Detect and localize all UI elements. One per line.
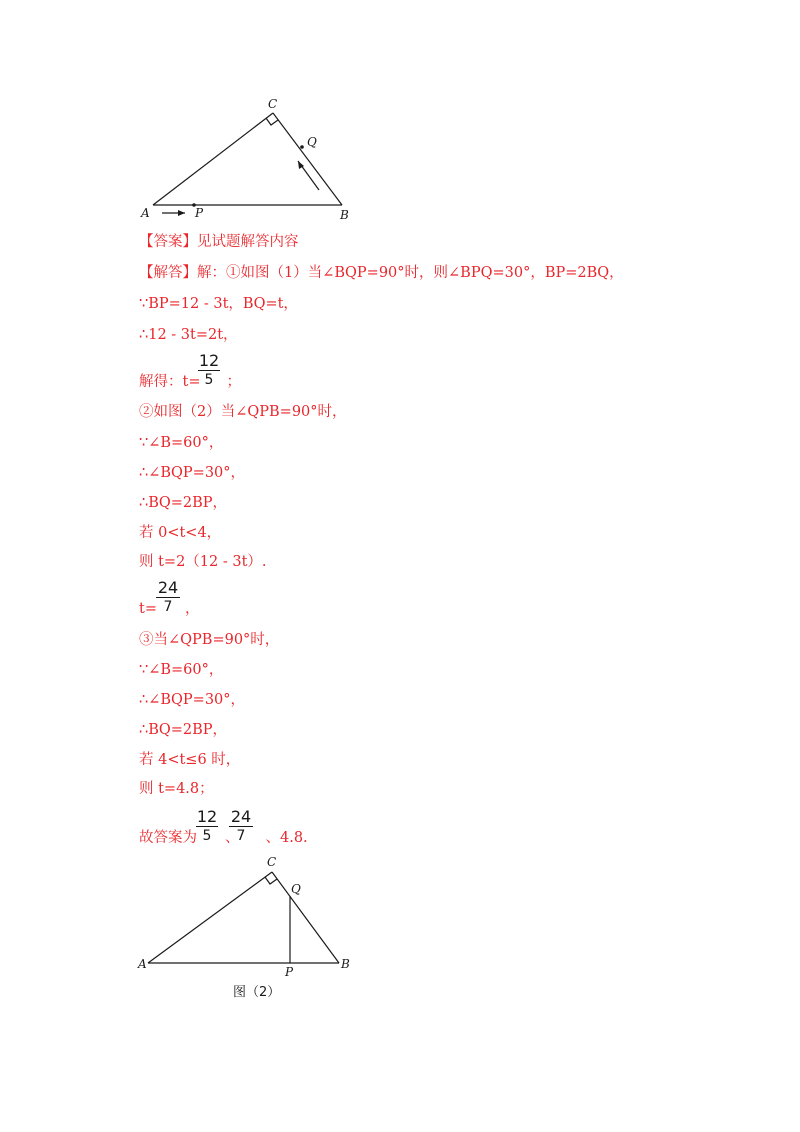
fig2-label-b: B	[341, 957, 350, 971]
figure-1-triangle	[135, 95, 375, 225]
fraction-24-7	[156, 579, 180, 615]
figure-2-caption: 图（2）	[233, 985, 281, 1000]
step-line	[139, 373, 241, 391]
fraction-numerator: 24	[230, 807, 252, 826]
fig1-label-c: C	[268, 97, 278, 111]
step-line: ∵∠B=60°，	[139, 435, 224, 451]
step-prefix: t=	[139, 601, 157, 617]
fraction-denominator: 7	[163, 599, 173, 615]
step-prefix: 解得：t=	[139, 374, 201, 390]
fig2-label-a: A	[138, 957, 147, 971]
final-prefix: 故答案为	[139, 830, 197, 846]
fig1-label-p: P	[195, 206, 204, 220]
fraction-12-5	[196, 808, 218, 844]
step-line: 若 0<t<4，	[139, 525, 222, 541]
fraction-denominator: 5	[202, 828, 212, 844]
solution-head: 【解答】解：①如图（1）当∠BQP=90°时，则∠BPQ=30°，BP=2BQ，	[139, 265, 624, 281]
step-line: ∴∠BQP=30°，	[139, 465, 246, 481]
fig1-label-b: B	[340, 208, 349, 222]
step-line: ③当∠QPB=90°时，	[139, 632, 280, 648]
fraction-numerator: 12	[198, 351, 220, 370]
fraction-denominator: 7	[236, 828, 246, 844]
fig2-label-c: C	[267, 855, 277, 869]
answer-line: 【答案】见试题解答内容	[139, 234, 299, 250]
fraction-numerator: 12	[196, 807, 218, 826]
step-line: ②如图（2）当∠QPB=90°时，	[139, 404, 347, 420]
step-line: ∵∠B=60°，	[139, 662, 224, 678]
step-suffix: ，	[184, 601, 200, 617]
fraction-12-5	[198, 352, 220, 388]
step-line: ∴∠BQP=30°，	[139, 692, 246, 708]
fraction-numerator: 24	[157, 578, 179, 597]
fraction-24-7	[229, 808, 253, 844]
step-line: ∵BP=12 - 3t，BQ=t，	[139, 296, 298, 312]
step-line: ∴BQ=2BP，	[139, 495, 228, 511]
step-line: ∴12 - 3t=2t，	[139, 327, 238, 343]
step-line: 则 t=2（12 - 3t）.	[139, 554, 267, 570]
fraction-denominator: 5	[204, 372, 214, 388]
fig1-label-q: Q	[307, 135, 317, 149]
fig1-label-a: A	[141, 206, 150, 220]
final-answer-line	[139, 829, 308, 847]
step-suffix: ；	[226, 374, 241, 390]
fig2-label-p: P	[285, 965, 294, 979]
figure-2-triangle	[135, 850, 375, 980]
step-line: 则 t=4.8；	[139, 781, 214, 797]
final-separator: 、	[225, 830, 240, 846]
step-line: 若 4<t≤6 时，	[139, 752, 241, 768]
final-separator: 、4.8.	[265, 830, 308, 846]
fig2-label-q: Q	[291, 882, 301, 896]
step-line: ∴BQ=2BP，	[139, 722, 228, 738]
